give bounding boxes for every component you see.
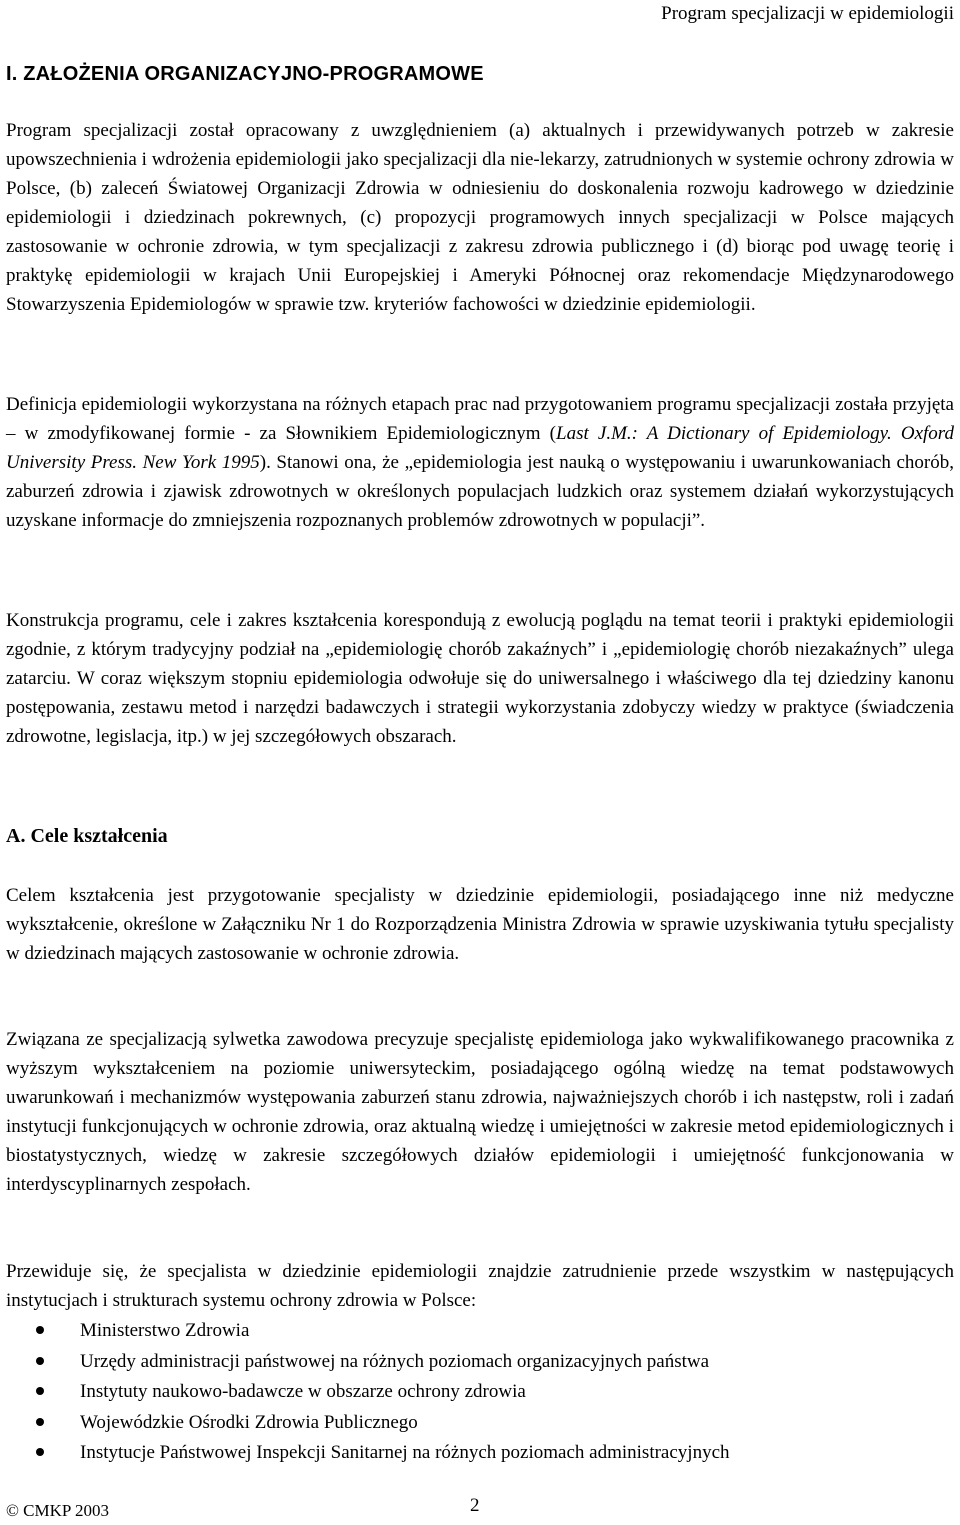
bullet-icon (36, 1418, 44, 1426)
subsection-heading: A. Cele kształcenia (6, 825, 168, 847)
definition-text-start: Definicja epidemiologii wykorzystana na różnych etapach prac nad przygotowaniem programu specjalizacji została przyjęta – w zmodyfikowanej formie - za Słownikiem Epidemiologicznym ( (6, 394, 954, 444)
list-item: Instytucje Państwowej Inspekcji Sanitarnej na różnych poziomach administracyjnych (6, 1438, 954, 1469)
definition-text-end: ). Stanowi ona, że „epidemiologia jest nauką o występowaniu i uwarunkowaniach chorób, zaburzeń zdrowia i zjawisk zdrowotnych w określonych populacjach ludzkich oraz systemem działań wykorzystujących uzyskane informacje do zmniejszenia rozpoznanych problemów zdrowotnych w populacji”. (6, 452, 954, 531)
footer-copyright: © CMKP 2003 (6, 1501, 109, 1520)
paragraph-definition (6, 390, 954, 535)
list-item: Wojewódzkie Ośrodki Zdrowia Publicznego (6, 1408, 954, 1439)
bullet-icon (36, 1326, 44, 1334)
page-number: 2 (470, 1495, 480, 1516)
paragraph-program-construction: Konstrukcja programu, cele i zakres kształcenia korespondują z ewolucją poglądu na temat teorii i praktyki epidemiologii zgodnie, z którym tradycyjny podział na „epidemiologię chorób zakaźnych” i „epidemiologię chorób niezakaźnych” ulega zatarciu. W coraz większym stopniu epidemiologia odwołuje się do uniwersalnego i właściwego dla tej dziedziny kanonu postępowania, zestawu metod i narzędzi badawczych i strategii wykorzystania zdobyczy wiedzy w praktyce (świadczenia zdrowotne, legislacja, itp.) w jej szczegółowych obszarach. (6, 610, 954, 747)
running-header: Program specjalizacji w epidemiologii (661, 3, 954, 24)
list-item: Ministerstwo Zdrowia (6, 1316, 954, 1347)
paragraph-training-goal: Celem kształcenia jest przygotowanie specjalisty w dziedzinie epidemiologii, posiadającego inne niż medyczne wykształcenie, określone w Załączniku Nr 1 do Rozporządzenia Ministra Zdrowia w sprawie uzyskiwania tytułu specjalisty w dziedzinach mających zastosowanie w ochronie zdrowia. (6, 885, 954, 964)
citation: Last J.M.: A Dictionary of Epidemiology. Oxford University Press. New York 1995 (6, 423, 954, 473)
bullet-icon (36, 1448, 44, 1456)
list-item: Urzędy administracji państwowej na różnych poziomach organizacyjnych państwa (6, 1347, 954, 1378)
section-heading: I. ZAŁOŻENIA ORGANIZACYJNO-PROGRAMOWE (6, 63, 484, 85)
paragraph-employment: Przewiduje się, że specjalista w dziedzinie epidemiologii znajdzie zatrudnienie przede wszystkim w następujących instytucjach i strukturach systemu ochrony zdrowia w Polsce: (6, 1261, 954, 1311)
bullet-icon (36, 1357, 44, 1365)
bullet-icon (36, 1387, 44, 1395)
list-item: Instytuty naukowo-badawcze w obszarze ochrony zdrowia (6, 1377, 954, 1408)
institution-list (6, 1316, 954, 1469)
paragraph-professional-profile: Związana ze specjalizacją sylwetka zawodowa precyzuje specjalistę epidemiologa jako wykwalifikowanego pracownika z wyższym wykształceniem na poziomie uniwersyteckim, posiadającego ogólną wiedzę na temat podstawowych uwarunkowań i mechanizmów występowania zaburzeń stanu zdrowia, najważniejszych chorób i ich następstw, roli i zadań instytucji funkcjonujących w ochronie zdrowia, oraz aktualną wiedzę i umiejętności w zakresie metod epidemiologicznych i biostatystycznych, wiedzę w zakresie szczegółowych działów epidemiologii i umiejętność funkcjonowania w interdyscyplinarnych zespołach. (6, 1029, 954, 1195)
paragraph-program-basis: Program specjalizacji został opracowany z uwzględnieniem (a) aktualnych i przewidywanych potrzeb w zakresie upowszechnienia i wdrożenia epidemiologii jako specjalizacji dla nie-lekarzy, zatrudnionych w systemie ochrony zdrowia w Polsce, (b) zaleceń Światowej Organizacji Zdrowia w odniesieniu do doskonalenia rozwoju kadrowego w dziedzinie epidemiologii i dziedzinach pokrewnych, (c) propozycji programowych innych specjalizacji w Polsce mających zastosowanie w ochronie zdrowia, w tym specjalizacji z zakresu zdrowia publicznego i (d) biorąc pod uwagę teorię i praktykę epidemiologii w krajach Unii Europejskiej i Ameryki Północnej oraz rekomendacje Międzynarodowego Stowarzyszenia Epidemiologów w sprawie tzw. kryteriów fachowości w dziedzinie epidemiologii. (6, 120, 954, 315)
